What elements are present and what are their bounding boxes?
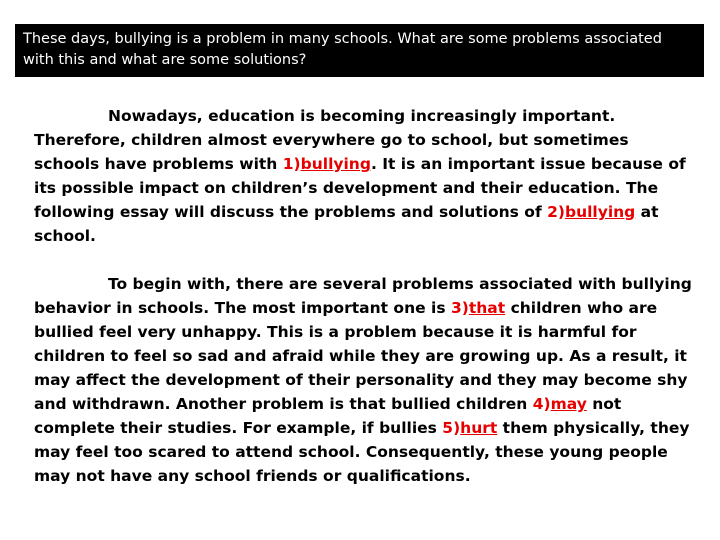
text-segment: children who are bullied feel very unhappy. This is a problem because it is harmful for children to feel so sad and afraid while they are growing up. As a result, it may affect the development of their personality and they may become shy and withdrawn. Another problem is that bullied children — [34, 299, 688, 413]
text-segment: not complete their studies. For example, if bullies — [34, 395, 622, 437]
marked-word: may — [550, 395, 587, 413]
error-marker-1 — [283, 155, 371, 173]
essay-body — [34, 104, 694, 488]
marker-number: 4) — [532, 395, 551, 413]
error-marker-2 — [547, 203, 635, 221]
error-marker-4 — [533, 395, 587, 413]
text-segment: them physically, they may feel too scared to attend school. Consequently, these young people may not have any school friends or qualifications. — [34, 419, 690, 485]
error-marker-5 — [442, 419, 497, 437]
marker-number: 5) — [442, 419, 461, 437]
error-marker-3 — [451, 299, 505, 317]
essay-paragraph-2 — [34, 272, 694, 488]
marked-word: that — [468, 299, 506, 317]
marked-word: bullying — [564, 203, 636, 221]
marker-number: 3) — [450, 299, 469, 317]
marker-number: 1) — [282, 155, 301, 173]
marked-word: bullying — [300, 155, 371, 173]
text-segment: Nowadays, education is becoming increasingly important. Therefore, children almost everywhere go to school, but sometimes schools have problems with — [34, 107, 629, 173]
marked-word: hurt — [460, 419, 498, 437]
marker-number: 2) — [547, 203, 565, 221]
text-segment: To begin with, there are several problems associated with bullying behavior in schools. The most important one is — [34, 275, 692, 317]
text-segment: at school. — [34, 203, 659, 245]
question-text: These days, bullying is a problem in many schools. What are some problems associated with this and what are some solutions? — [23, 31, 662, 68]
text-segment: . It is an important issue because of its possible impact on children’s development and their education. The following essay will discuss the problems and solutions of — [34, 155, 686, 221]
question-prompt — [15, 24, 704, 77]
essay-paragraph-1 — [34, 104, 694, 248]
